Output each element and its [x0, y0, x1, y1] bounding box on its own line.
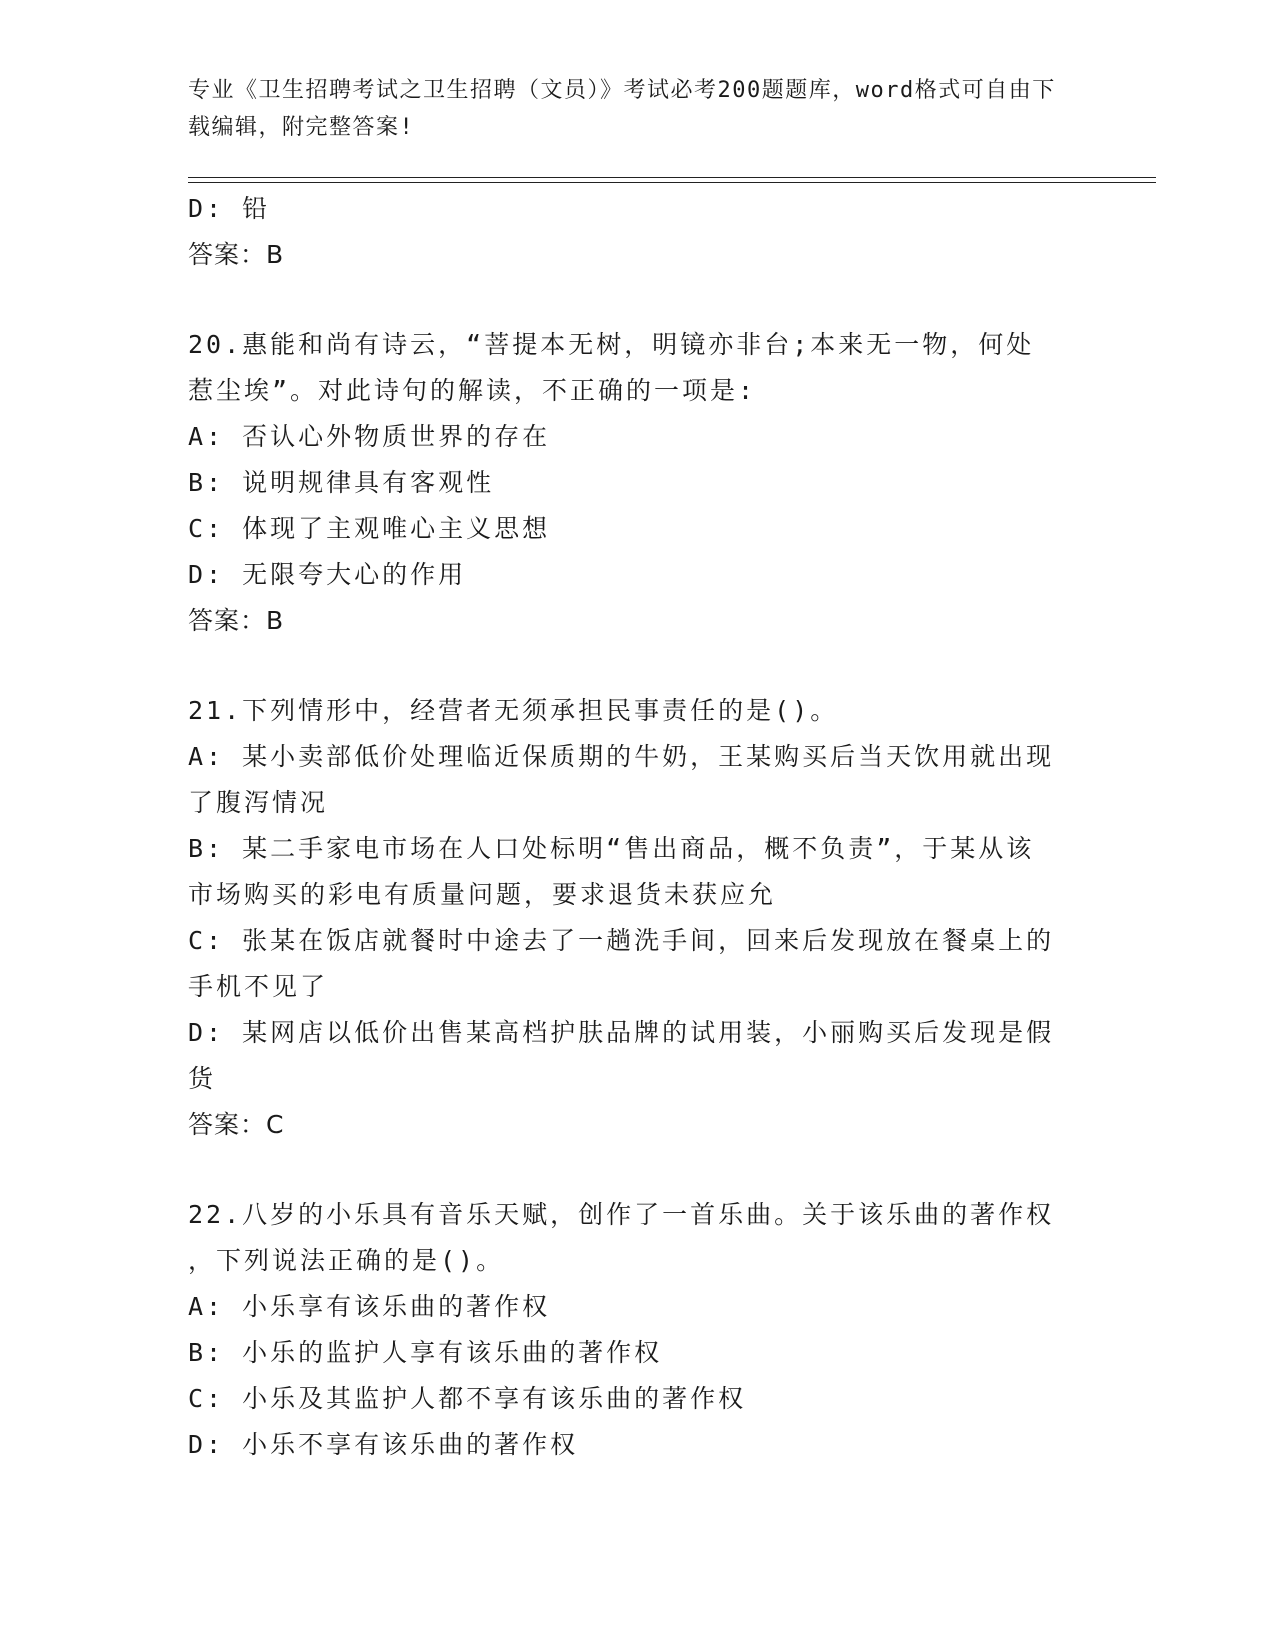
- q20-option-c: C: 体现了主观唯心主义思想: [188, 514, 551, 543]
- q21-answer: 答案：C: [188, 1110, 285, 1139]
- header-divider-bottom: [188, 182, 1156, 183]
- q22-option-d: D: 小乐不享有该乐曲的著作权: [188, 1430, 579, 1459]
- question-list: [188, 186, 1068, 1468]
- q21-stem: 21.下列情形中，经营者无须承担民事责任的是()。: [188, 696, 839, 725]
- q21-option-a-line-2: 了腹泻情况: [188, 788, 329, 817]
- header-divider-top: [188, 177, 1156, 178]
- q22-option-b: B: 小乐的监护人享有该乐曲的著作权: [188, 1338, 663, 1367]
- question-21: [188, 688, 1068, 1148]
- q21-option-b-line-1: B: 某二手家电市场在人口处标明“售出商品，概不负责”，于某从该: [188, 834, 1035, 863]
- q21-option-a-line-1: A: 某小卖部低价处理临近保质期的牛奶，王某购买后当天饮用就出现: [188, 742, 1055, 771]
- prev-option-d: D: 铅: [188, 194, 271, 223]
- q22-option-c: C: 小乐及其监护人都不享有该乐曲的著作权: [188, 1384, 747, 1413]
- question-22: [188, 1192, 1068, 1468]
- q20-answer: 答案：B: [188, 606, 285, 635]
- q20-stem-line-2: 惹尘埃”。对此诗句的解读，不正确的一项是:: [188, 376, 757, 405]
- q20-option-a: A: 否认心外物质世界的存在: [188, 422, 551, 451]
- q21-option-d-line-1: D: 某网店以低价出售某高档护肤品牌的试用装，小丽购买后发现是假: [188, 1018, 1055, 1047]
- q20-stem-line-1: 20.惠能和尚有诗云，“菩提本无树，明镜亦非台;本来无一物，何处: [188, 330, 1035, 359]
- q22-option-a: A: 小乐享有该乐曲的著作权: [188, 1292, 551, 1321]
- q21-option-b-line-2: 市场购买的彩电有质量问题，要求退货未获应允: [188, 880, 777, 909]
- q21-option-c-line-1: C: 张某在饭店就餐时中途去了一趟洗手间，回来后发现放在餐桌上的: [188, 926, 1055, 955]
- q21-option-d-line-2: 货: [188, 1064, 217, 1093]
- q20-option-b: B: 说明规律具有客观性: [188, 468, 495, 497]
- spacer: [188, 278, 1068, 322]
- q22-stem-line-2: ，下列说法正确的是()。: [188, 1246, 505, 1275]
- q22-stem-line-1: 22.八岁的小乐具有音乐天赋，创作了一首乐曲。关于该乐曲的著作权: [188, 1200, 1055, 1229]
- question-20: [188, 322, 1068, 644]
- page-header-title: 专业《卫生招聘考试之卫生招聘（文员）》考试必考200题题库，word格式可自由下载编辑，附完整答案!: [188, 78, 1056, 140]
- q20-option-d: D: 无限夸大心的作用: [188, 560, 467, 589]
- prev-answer: 答案：B: [188, 240, 285, 269]
- spacer: [188, 644, 1068, 688]
- spacer: [188, 1148, 1068, 1192]
- q21-option-c-line-2: 手机不见了: [188, 972, 329, 1001]
